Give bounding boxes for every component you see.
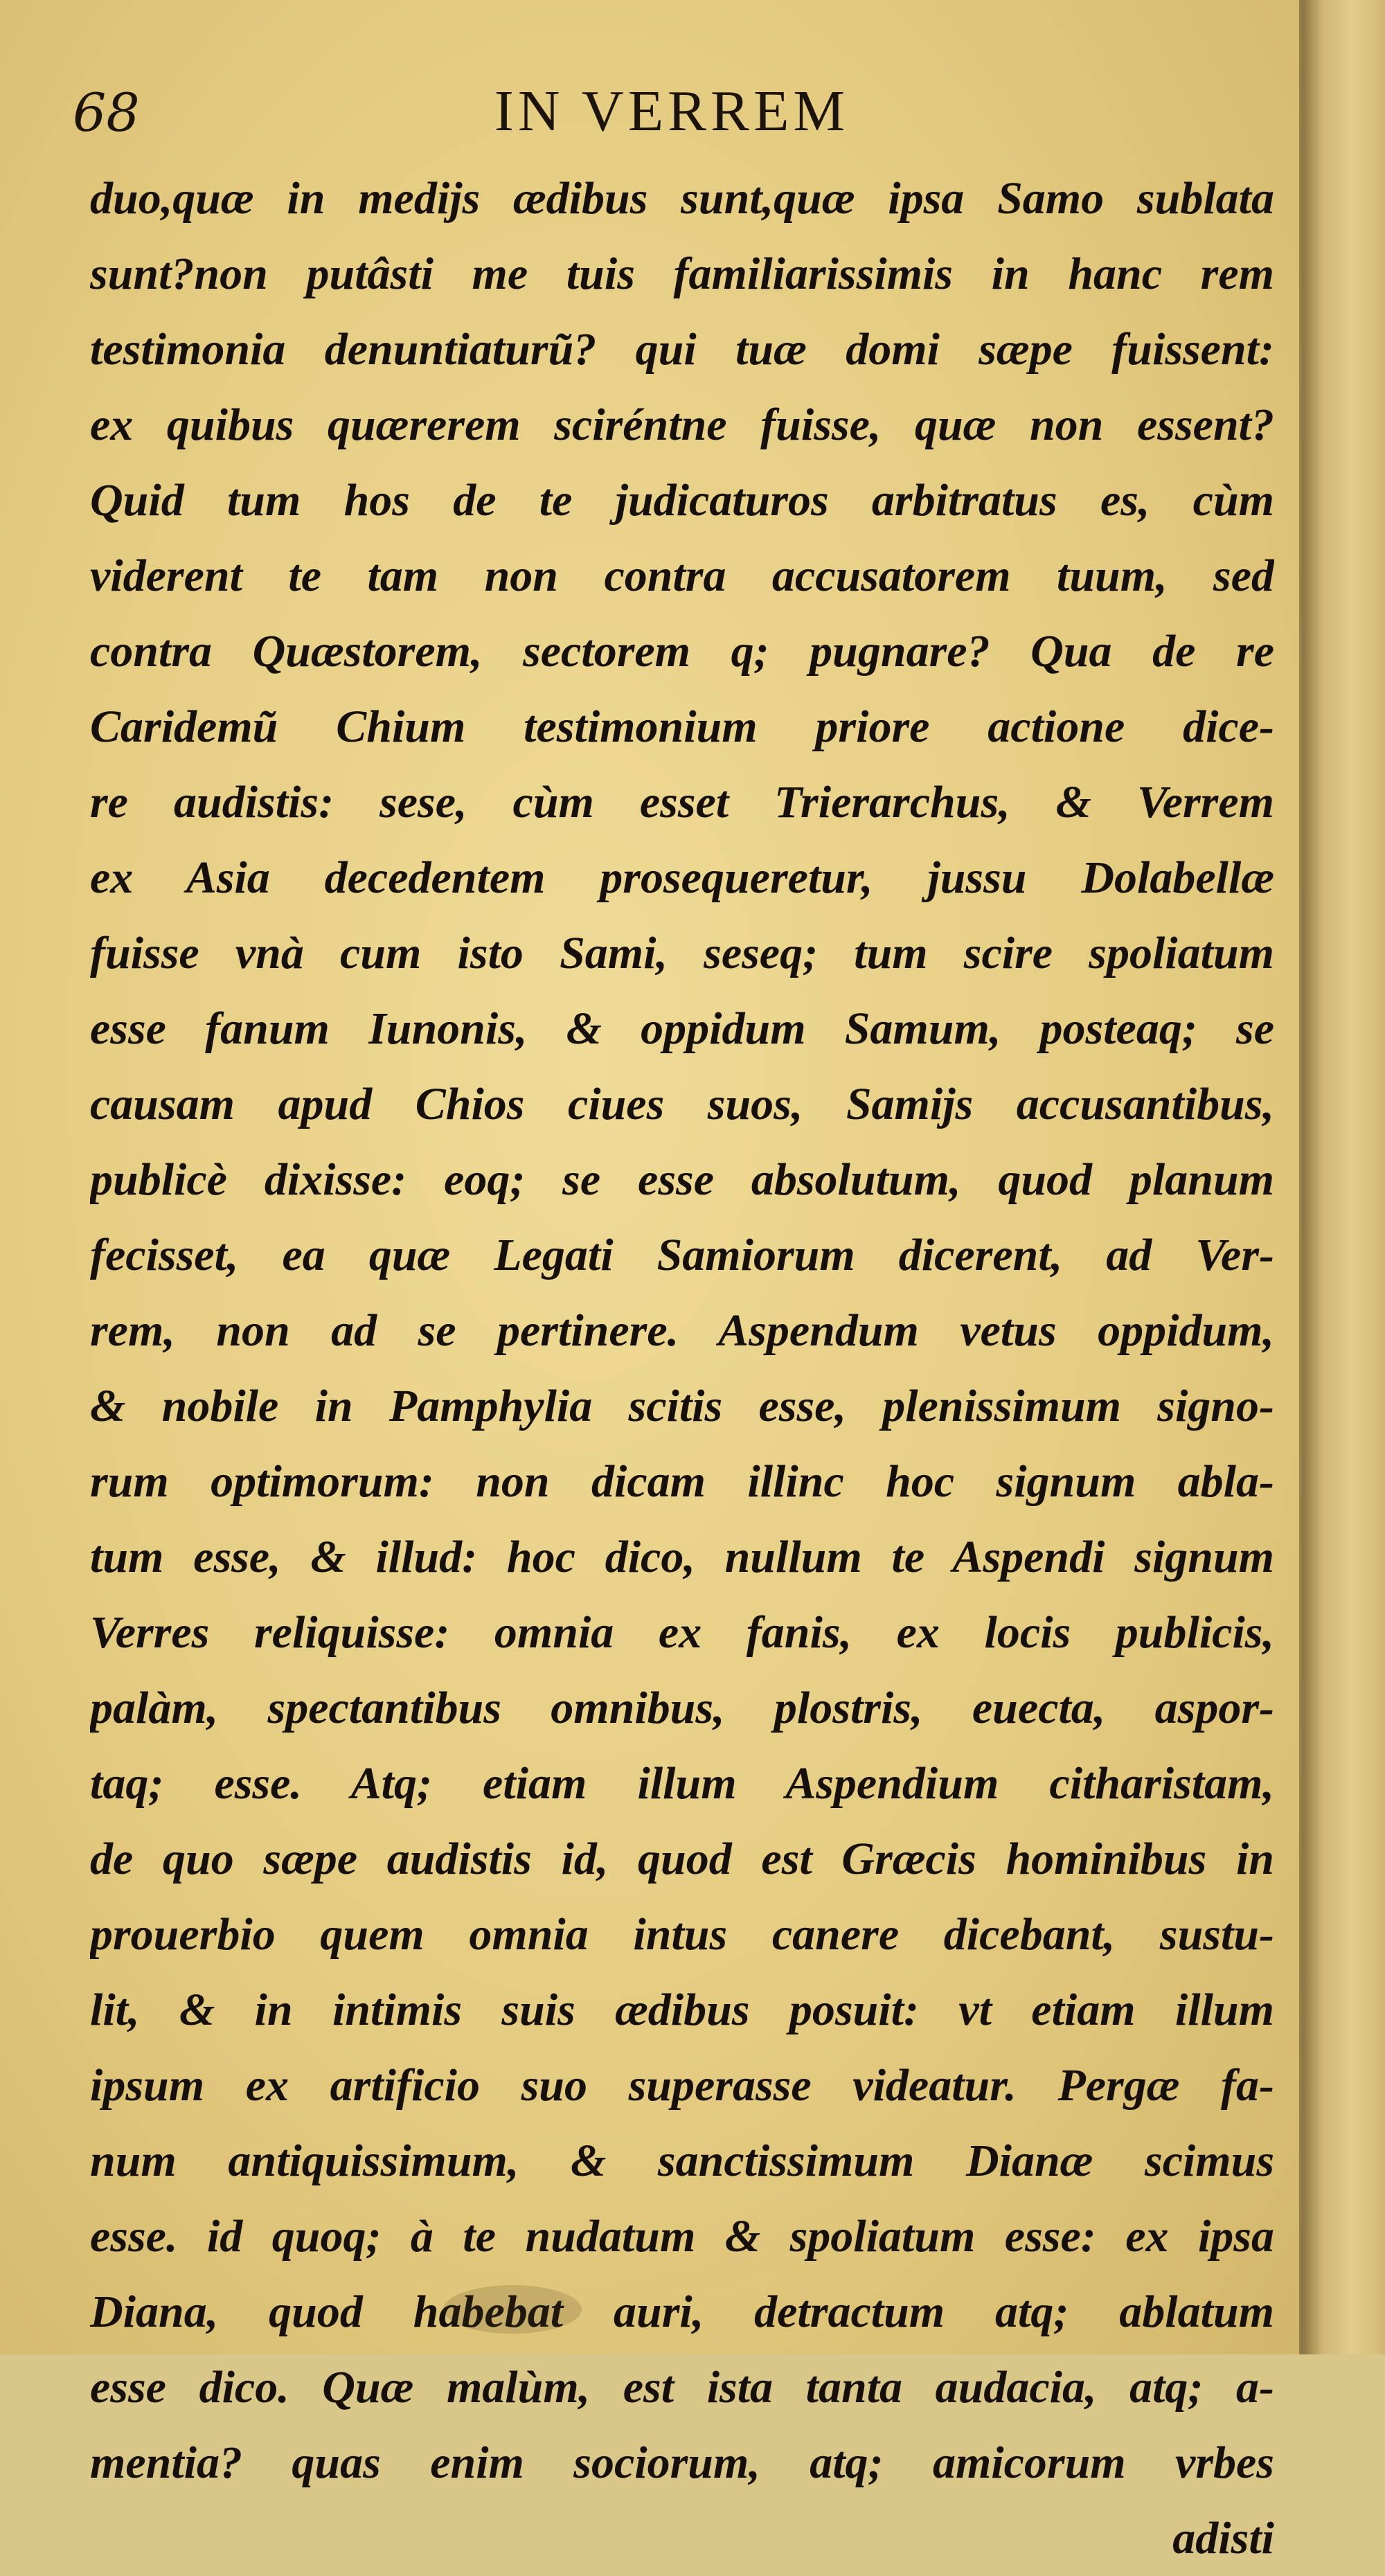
text-line: rem, non ad se pertinere. Aspendum vetus oppidum, <box>90 1305 1274 1356</box>
text-line: testimonia denuntiaturũ? qui tuæ domi sæpe fuissent: <box>90 324 1274 375</box>
text-line: sunt?non putâsti me tuis familiarissimis in hanc rem <box>90 249 1274 299</box>
text-line: causam apud Chios ciues suos, Samijs accusantibus, <box>90 1079 1274 1129</box>
text-line: esse fanum Iunonis, & oppidum Samum, posteaq; se <box>90 1003 1274 1054</box>
text-line: publicè dixisse: eoq; se esse absolutum, quod planum <box>90 1154 1274 1205</box>
text-line: tum esse, & illud: hoc dico, nullum te Aspendi signum <box>90 1532 1274 1582</box>
text-line: num antiquissimum, & sanctissimum Dianæ scimus <box>90 2136 1274 2186</box>
page-number: 68 <box>73 82 140 143</box>
text-line: fecisset, ea quæ Legati Samiorum dicerent, ad Ver- <box>90 1230 1274 1280</box>
text-line: contra Quæstorem, sectorem q; pugnare? Qua de re <box>90 626 1274 677</box>
text-line: taq; esse. Atq; etiam illum Aspendium citharistam, <box>90 1758 1274 1809</box>
text-line: esse. id quoq; à te nudatum & spoliatum esse: ex ipsa <box>90 2211 1274 2262</box>
text-line: & nobile in Pamphylia scitis esse, plenissimum signo- <box>90 1381 1274 1431</box>
text-line: Verres reliquisse: omnia ex fanis, ex locis publicis, <box>90 1607 1274 1658</box>
text-line: ex quibus quærerem sciréntne fuisse, quæ non essent? <box>90 400 1274 450</box>
text-line: Diana, quod habebat auri, detractum atq; ablatum <box>90 2287 1274 2337</box>
text-line: re audistis: sese, cùm esset Trierarchus, & Verrem <box>90 777 1274 828</box>
ink-smudge <box>443 2285 582 2334</box>
facing-page-edge <box>1302 0 1385 2354</box>
text-line: viderent te tam non contra accusatorem tuum, sed <box>90 551 1274 601</box>
text-line: rum optimorum: non dicam illinc hoc signum abla- <box>90 1456 1274 1507</box>
text-line: prouerbio quem omnia intus canere dicebant, sustu- <box>90 1909 1274 1960</box>
text-line: fuisse vnà cum isto Sami, seseq; tum scire spoliatum <box>90 928 1274 978</box>
text-line: de quo sæpe audistis id, quod est Græcis hominibus in <box>90 1834 1274 1884</box>
text-line: ex Asia decedentem prosequeretur, jussu Dolabellæ <box>90 852 1274 903</box>
text-line: ipsum ex artificio suo superasse videatur. Pergæ fa- <box>90 2060 1274 2111</box>
text-line: Quid tum hos de te judicaturos arbitratus es, cùm <box>90 475 1274 526</box>
text-line: lit, & in intimis suis ædibus posuit: vt etiam illum <box>90 1985 1274 2035</box>
text-line: esse dico. Quæ malùm, est ista tanta audacia, atq; a- <box>90 2362 1274 2413</box>
running-title: IN VERREM <box>494 79 850 143</box>
page-header <box>0 69 1302 145</box>
text-line: duo,quæ in medijs ædibus sunt,quæ ipsa Samo sublata <box>90 173 1274 224</box>
catchword: adisti <box>1172 2513 1274 2564</box>
text-line: Caridemũ Chium testimonium priore actione dice- <box>90 701 1274 752</box>
body-text <box>90 161 1274 2576</box>
text-line: mentia? quas enim sociorum, atq; amicorum vrbes <box>90 2438 1274 2488</box>
text-line: palàm, spectantibus omnibus, plostris, euecta, aspor- <box>90 1683 1274 1733</box>
